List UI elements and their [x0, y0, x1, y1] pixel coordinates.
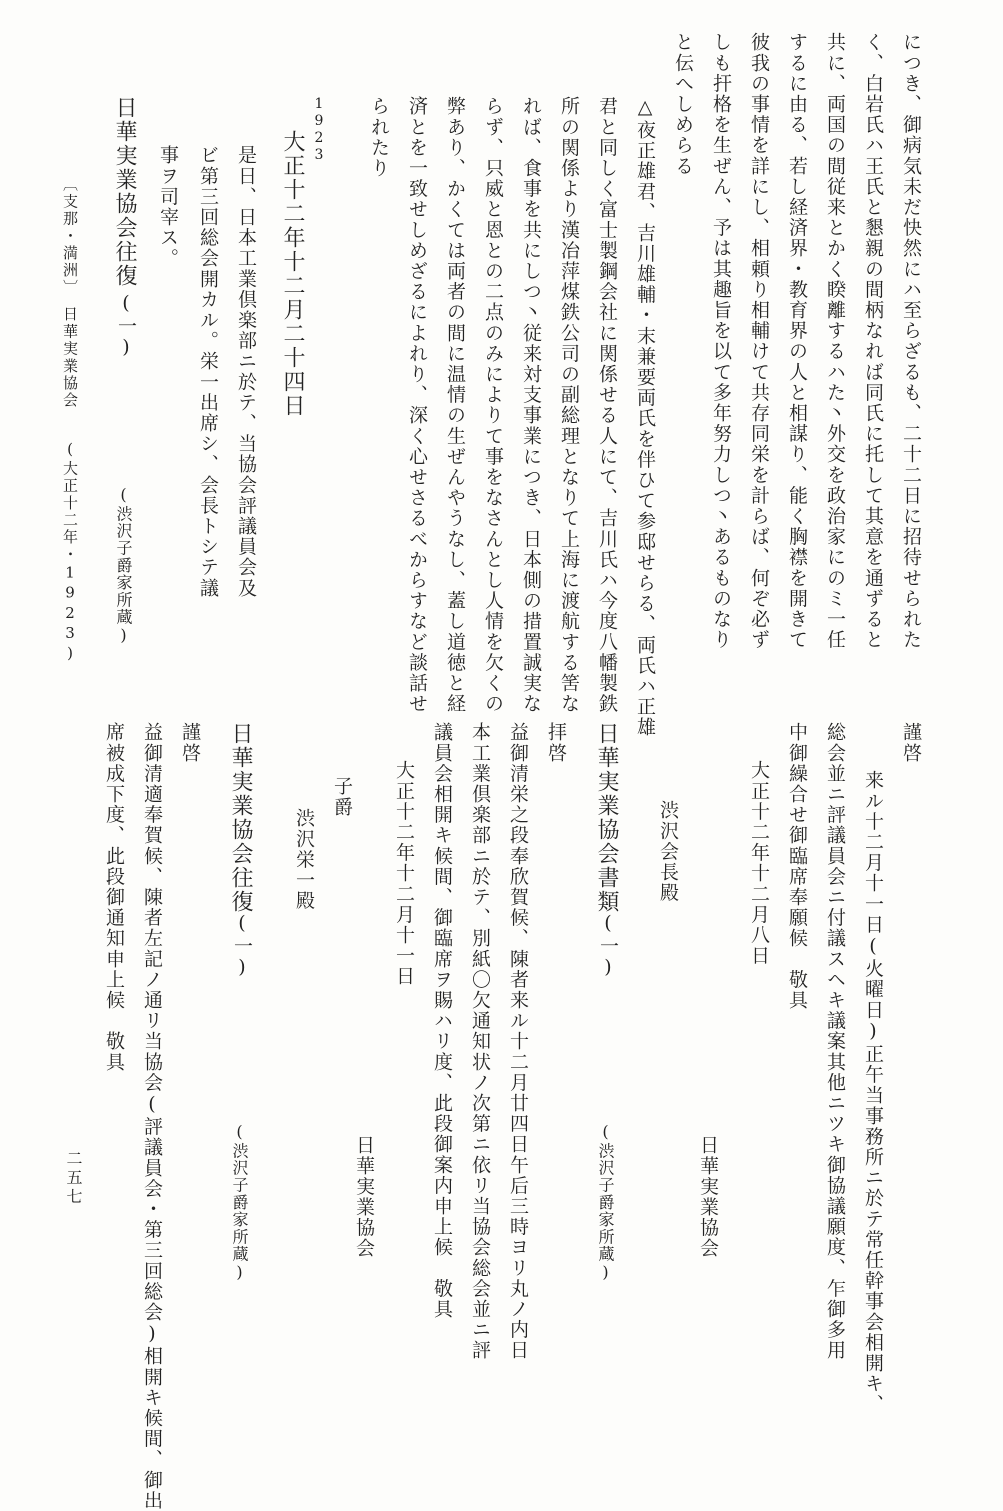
- letter3-line-2: 席被成下度、此段御通知申上候 敬具: [103, 722, 125, 1073]
- entry-line-2: ビ第三回総会開カル。栄一出席シ、会長トシテ議: [197, 145, 219, 599]
- source-collection: (渋沢子爵家所蔵): [114, 485, 133, 646]
- top-line-7: と伝へしめらる: [672, 32, 694, 177]
- top-line-14: 済とを一致せしめざるによれり、深く心せさるべからすなど談話せ: [406, 96, 428, 714]
- letter2-line-2: 本工業倶楽部ニ於テ、別紙〇欠通知状ノ次第ニ依リ当協会総会並ニ評: [469, 722, 491, 1361]
- top-line-8: △夜正雄君、吉川雄輔・末兼要両氏を伴ひて参邸せらる、両氏ハ正雄: [634, 96, 656, 738]
- source-title: 日華実業協会往復: [112, 96, 137, 288]
- top-line-5: 彼我の事情を詳にし、相頼り相輔けて共存同栄を計らば、何ぞ必ず: [748, 32, 770, 650]
- letter2-line-1: 益御清栄之段奉欣賀候、陳者来ル十二月廿四日午后三時ヨリ丸ノ内日: [507, 722, 529, 1361]
- letter2-sender: 日華実業協会: [353, 1135, 375, 1259]
- top-line-13: 弊あり、かくては両者の間に温情の生ぜんやうなし、蓋し道徳と経: [444, 96, 466, 714]
- top-line-11: れば、食事を共にしつ丶従来対支事業につき、日本側の措置誠実な: [520, 96, 542, 714]
- letter1-line-3: 中御繰合せ御臨席奉願候 敬具: [786, 722, 808, 1011]
- side-header-left: 〔支那・満洲〕: [61, 176, 79, 297]
- page-number: 二五七: [64, 1150, 83, 1207]
- letter3-line-1: 益御清適奉賀候、陳者左記ノ通リ当協会(評議員会・第三回総会)相開キ候間、御出: [141, 722, 163, 1511]
- letter1-line-1: 来ル十二月十一日(火曜日)正午当事務所ニ於テ常任幹事会相開キ、: [862, 770, 884, 1415]
- year-note: 1923: [311, 96, 327, 164]
- letter2-line-3: 議員会相開キ候間、御臨席ヲ賜ハリ度、此段御案内申上候 敬具: [431, 722, 453, 1320]
- top-line-2: く、白岩氏ハ王氏と懇親の間柄なれば同氏に托して其意を通ずると: [862, 32, 884, 650]
- letter2-addressee-title: 子爵: [331, 776, 353, 818]
- letter1-salutation: 謹啓: [900, 722, 922, 764]
- top-line-15: られたり: [368, 96, 390, 179]
- letter1-addressee: 渋沢会長殿: [657, 800, 679, 903]
- top-line-10: 所の関係より漢冶萍煤鉄公司の副総理となりて上海に渡航する筈な: [558, 96, 580, 714]
- top-line-6: しも扞格を生ぜん、予は其趣旨を以て多年努力しつ丶あるものなり: [710, 32, 732, 650]
- letter1-line-2: 総会並ニ評議員会ニ付議スヘキ議案其他ニツキ御協議願度、乍御多用: [824, 722, 846, 1361]
- entry-line-3: 事ヲ司宰ス。: [157, 145, 179, 269]
- top-line-9: 君と同しく富士製鋼会社に関係せる人にて、吉川氏ハ今度八幡製鉄: [596, 96, 618, 714]
- side-header-date: (大正十二年・1923): [61, 440, 79, 665]
- top-line-4: するに由る、若し経済界・教育界の人と相謀り、能く胸襟を開きて: [786, 32, 808, 650]
- source-number: (一): [115, 292, 137, 360]
- letter3-salutation: 謹啓: [179, 722, 201, 764]
- letter2-date: 大正十二年十二月十一日: [393, 760, 415, 987]
- top-line-1: につき、御病気未だ快然にハ至らざるも、二十二日に招待せられた: [900, 32, 922, 650]
- letter3-source-collection: (渋沢子爵家所蔵): [230, 1122, 249, 1283]
- letter3-source-title: 日華実業協会往復: [228, 722, 253, 914]
- letter1-sender: 日華実業協会: [697, 1135, 719, 1259]
- letter2-source-collection: (渋沢子爵家所蔵): [596, 1122, 615, 1283]
- entry-line-1: 是日、日本工業倶楽部ニ於テ、当協会評議員会及: [235, 145, 257, 599]
- letter2-source-number: (一): [597, 912, 619, 980]
- top-line-3: 共に、両国の間従来とかく睽離するハた丶外交を政治家にのミ一任: [824, 32, 846, 650]
- top-line-12: らず、只威と恩との二点のみによりて事をなさんとし人情を欠くの: [482, 96, 504, 714]
- letter2-salutation: 拝啓: [545, 722, 567, 764]
- date-heading: 大正十二年十二月二十四日: [280, 130, 305, 418]
- letter1-date: 大正十二年十二月八日: [748, 760, 770, 966]
- letter2-addressee: 渋沢栄一殿: [293, 808, 315, 911]
- side-header-org: 日華実業協会: [61, 306, 79, 410]
- letter3-source-number: (一): [231, 912, 253, 980]
- letter2-source-title: 日華実業協会書類: [594, 722, 619, 914]
